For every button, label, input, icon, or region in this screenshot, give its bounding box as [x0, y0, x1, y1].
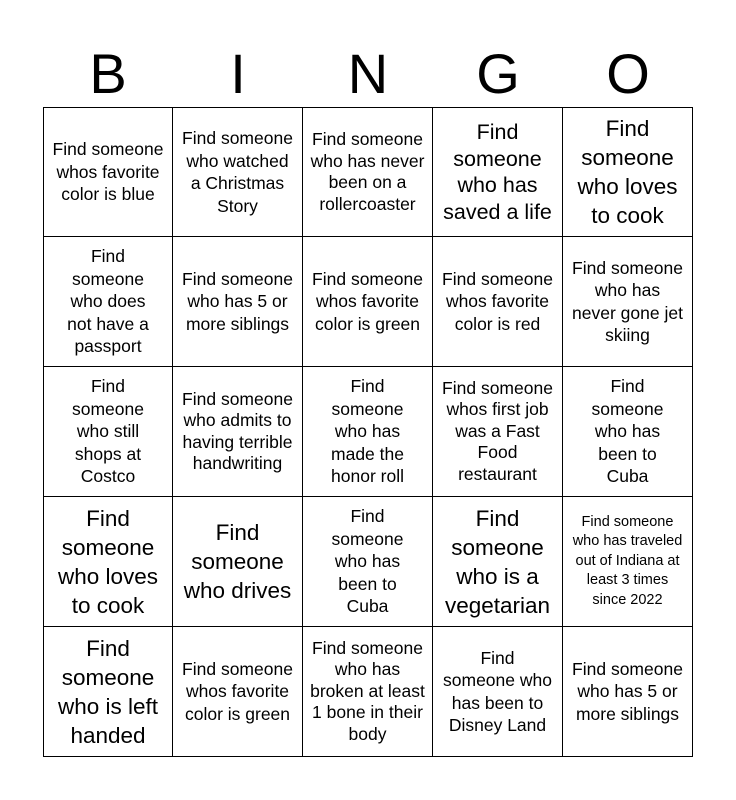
cell-text: Find someone whos first job was a Fast Food restaurant [442, 377, 553, 484]
header-letter-b: B [89, 42, 127, 105]
bingo-cell[interactable] [563, 107, 693, 237]
header-letter-g: G [476, 42, 520, 105]
bingo-cell[interactable] [303, 497, 433, 627]
bingo-cell[interactable] [43, 367, 173, 497]
cell-text: Find someone who has 5 or more siblings [572, 658, 683, 724]
cell-text: Find someone who does not have a passport [67, 246, 149, 357]
cell-text: Find someone who has been to Cuba [591, 376, 664, 487]
bingo-cell[interactable] [433, 627, 563, 757]
cell-text: Find someone who has made the honor roll [331, 376, 404, 487]
cell-text: Find someone who has saved a life [443, 120, 552, 224]
bingo-cell[interactable] [563, 627, 693, 757]
cell-text: Find someone who watched a Christmas Story [182, 128, 293, 216]
bingo-cell[interactable] [563, 237, 693, 367]
cell-text: Find someone who has been to Cuba [331, 506, 404, 617]
cell-text: Find someone who still shops at Costco [72, 376, 144, 487]
bingo-cell[interactable] [303, 627, 433, 757]
bingo-cell[interactable] [43, 497, 173, 627]
cell-text: Find someone whos favorite color is red [442, 268, 553, 334]
header-letter-i: I [230, 42, 246, 105]
cell-text: Find someone who is left handed [57, 635, 159, 748]
cell-text: Find someone who loves to cook [57, 505, 159, 618]
cell-text: Find someone whos favorite color is green [182, 658, 293, 724]
bingo-cell[interactable] [303, 237, 433, 367]
bingo-cell[interactable] [303, 107, 433, 237]
cell-text: Find someone who admits to having terrible handwriting [182, 388, 293, 473]
bingo-board [43, 107, 693, 757]
header-letter-o: O [606, 42, 650, 105]
cell-text: Find someone whos favorite color is blue [52, 139, 164, 205]
cell-text: Find someone who has never gone jet skiing [572, 257, 683, 345]
cell-text: Find someone who has traveled out of Indiana at least 3 times since 2022 [572, 513, 683, 608]
cell-text: Find someone who has broken at least 1 bone in their body [310, 637, 425, 744]
bingo-header [43, 42, 693, 106]
bingo-cell[interactable] [433, 107, 563, 237]
bingo-cell[interactable] [173, 627, 303, 757]
cell-text: Find someone who has 5 or more siblings [182, 268, 293, 334]
header-letter-n: N [347, 42, 389, 105]
bingo-cell[interactable] [43, 237, 173, 367]
bingo-cell[interactable] [303, 367, 433, 497]
bingo-cell[interactable] [173, 497, 303, 627]
bingo-cell[interactable] [563, 367, 693, 497]
cell-text: Find someone whos favorite color is green [312, 268, 423, 334]
bingo-cell[interactable] [43, 107, 173, 237]
cell-text: Find someone who has been to Disney Land [443, 647, 552, 735]
bingo-cell[interactable] [173, 107, 303, 237]
cell-text: Find someone who has never been on a rollercoaster [310, 129, 425, 214]
bingo-cell[interactable] [433, 497, 563, 627]
bingo-cell[interactable] [563, 497, 693, 627]
cell-text: Find someone who loves to cook [577, 116, 678, 228]
bingo-cell[interactable] [43, 627, 173, 757]
bingo-cell[interactable] [173, 367, 303, 497]
cell-text: Find someone who drives [183, 520, 292, 603]
bingo-cell[interactable] [433, 367, 563, 497]
cell-text: Find someone who is a vegetarian [444, 505, 551, 618]
bingo-cell[interactable] [433, 237, 563, 367]
bingo-cell[interactable] [173, 237, 303, 367]
